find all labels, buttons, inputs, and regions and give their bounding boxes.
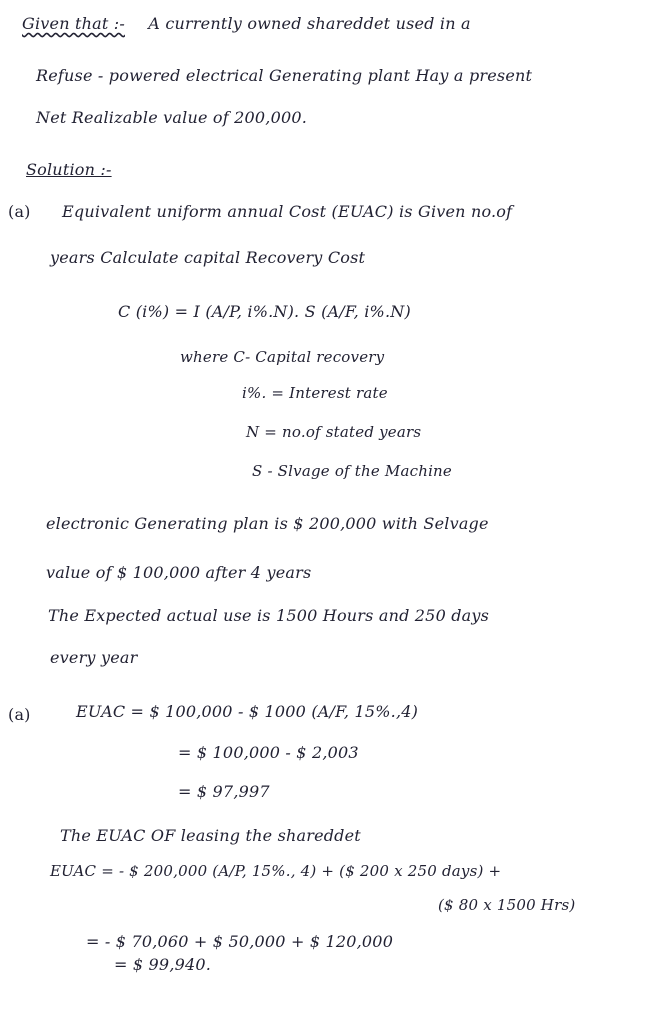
problem-line-1: electronic Generating plan is $ 200,000 with Selvage bbox=[46, 514, 489, 533]
part-a-label-1: (a) bbox=[8, 202, 31, 221]
problem-line-2: value of $ 100,000 after 4 years bbox=[46, 563, 312, 582]
part-a-label-2: (a) bbox=[8, 705, 31, 724]
lease-equation-2: ($ 80 x 1500 Hrs) bbox=[438, 896, 576, 914]
euac-line-1: EUAC = $ 100,000 - $ 1000 (A/F, 15%.,4) bbox=[76, 702, 419, 721]
where-definition: where C- Capital recovery bbox=[180, 348, 385, 366]
lease-equation-3: = - $ 70,060 + $ 50,000 + $ 120,000 bbox=[86, 932, 394, 951]
euac-line-3: = $ 97,997 bbox=[178, 782, 270, 801]
given-line-2: Refuse - powered electrical Generating plant Hay a present bbox=[36, 66, 533, 85]
leasing-line: The EUAC OF leasing the shareddet bbox=[60, 826, 361, 845]
given-line-1 bbox=[22, 14, 471, 33]
given-line-3: Net Realizable value of 200,000. bbox=[36, 108, 308, 127]
given-line-1-text: A currently owned shareddet used in a bbox=[148, 14, 471, 33]
equivalent-line-1: Equivalent uniform annual Cost (EUAC) is Given no.of bbox=[62, 202, 513, 221]
salvage-definition: S - Slvage of the Machine bbox=[252, 462, 452, 480]
solution-heading: Solution :- bbox=[26, 160, 112, 179]
lease-equation-1: EUAC = - $ 200,000 (A/P, 15%., 4) + ($ 200 x 250 days) + bbox=[50, 862, 502, 880]
years-definition: N = no.of stated years bbox=[246, 423, 422, 441]
given-that-label: Given that :- bbox=[22, 14, 125, 33]
lease-equation-4: = $ 99,940. bbox=[114, 955, 212, 974]
problem-line-3: The Expected actual use is 1500 Hours and 250 days bbox=[48, 606, 490, 625]
interest-definition: i%. = Interest rate bbox=[242, 384, 388, 402]
problem-line-4: every year bbox=[50, 648, 138, 667]
euac-line-2: = $ 100,000 - $ 2,003 bbox=[178, 743, 359, 762]
equivalent-line-2: years Calculate capital Recovery Cost bbox=[50, 248, 366, 267]
capital-recovery-formula: C (i%) = I (A/P, i%.N). S (A/F, i%.N) bbox=[118, 302, 411, 321]
